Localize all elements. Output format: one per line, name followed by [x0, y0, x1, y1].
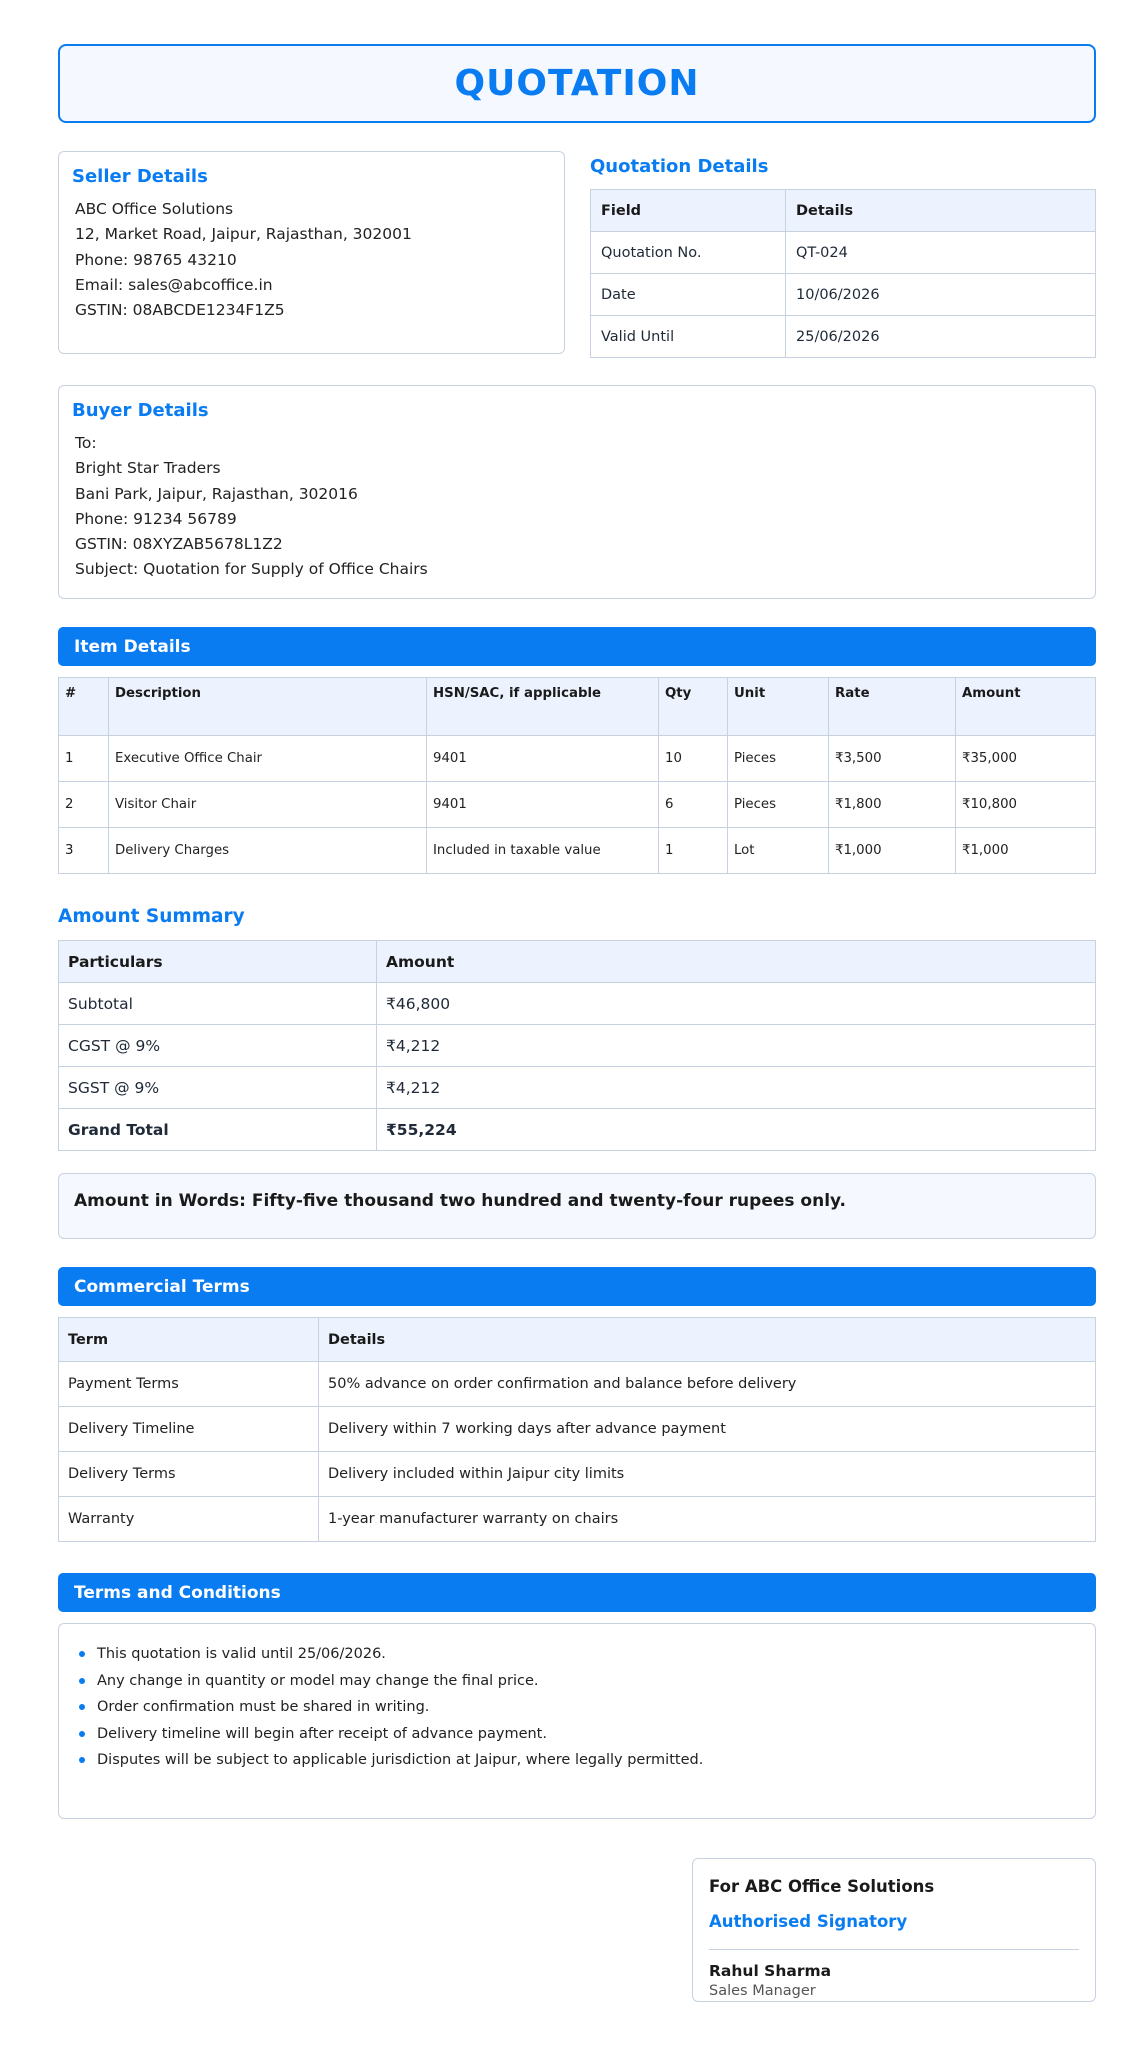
table-cell: Delivery Charges — [109, 828, 427, 874]
table-cell: Delivery within 7 working days after advance payment — [319, 1407, 1096, 1452]
table-cell: ₹10,800 — [956, 782, 1096, 828]
grand-total-row — [59, 1109, 1096, 1151]
quotation-details-table — [590, 189, 1096, 358]
signatory-role: Sales Manager — [709, 1983, 816, 1999]
table-header-row — [591, 190, 1096, 232]
table-cell: SGST @ 9% — [59, 1067, 377, 1109]
list-item: Order confirmation must be shared in writing. — [77, 1694, 703, 1721]
amount-in-words: Amount in Words: Fifty-five thousand two hundred and twenty-four rupees only. — [58, 1173, 1096, 1239]
buyer-details-card — [58, 385, 1096, 599]
buyer-line: Bani Park, Jaipur, Rajasthan, 302016 — [75, 484, 358, 503]
table-header-cell: Details — [786, 190, 1096, 232]
table-header-cell: Rate — [829, 678, 956, 736]
table-cell: Lot — [728, 828, 829, 874]
table-cell: ₹1,000 — [829, 828, 956, 874]
buyer-line: To: — [75, 434, 97, 452]
document-title: QUOTATION — [454, 63, 700, 104]
table-cell: 3 — [59, 828, 109, 874]
table-cell: Pieces — [728, 736, 829, 782]
list-item: Disputes will be subject to applicable jurisdiction at Jaipur, where legally permitted. — [77, 1747, 703, 1774]
table-cell: Pieces — [728, 782, 829, 828]
table-row — [59, 1452, 1096, 1497]
buyer-line: Subject: Quotation for Supply of Office Chairs — [75, 560, 428, 579]
table-header-row — [59, 678, 1096, 736]
table-cell: ₹3,500 — [829, 736, 956, 782]
table-cell: ₹4,212 — [377, 1025, 1096, 1067]
buyer-line: Bright Star Traders — [75, 459, 221, 478]
seller-lines — [75, 197, 412, 323]
table-header-cell: Term — [59, 1318, 319, 1362]
table-cell: 1 — [59, 736, 109, 782]
list-item: Any change in quantity or model may change the final price. — [77, 1668, 703, 1695]
table-cell: Grand Total — [59, 1109, 377, 1151]
table-cell: ₹1,000 — [956, 828, 1096, 874]
table-cell: 9401 — [427, 782, 659, 828]
table-cell: Executive Office Chair — [109, 736, 427, 782]
table-cell: ₹35,000 — [956, 736, 1096, 782]
list-item: This quotation is valid until 25/06/2026. — [77, 1641, 703, 1668]
amount-summary-table — [58, 940, 1096, 1151]
seller-line: Phone: 98765 43210 — [75, 250, 237, 269]
buyer-line: Phone: 91234 56789 — [75, 509, 237, 528]
table-cell: 1 — [659, 828, 728, 874]
table-row — [59, 782, 1096, 828]
table-row — [59, 1025, 1096, 1067]
commercial-terms-bar: Commercial Terms — [58, 1267, 1096, 1306]
table-cell: Warranty — [59, 1497, 319, 1542]
table-row — [59, 1362, 1096, 1407]
table-header-cell: Amount — [956, 678, 1096, 736]
seller-line: 12, Market Road, Jaipur, Rajasthan, 302001 — [75, 225, 412, 244]
table-header-cell: Details — [319, 1318, 1096, 1362]
table-cell: Delivery Timeline — [59, 1407, 319, 1452]
item-details-bar: Item Details — [58, 627, 1096, 666]
terms-conditions-box — [58, 1623, 1096, 1819]
table-row — [59, 983, 1096, 1025]
buyer-lines — [75, 431, 428, 583]
seller-line: GSTIN: 08ABCDE1234F1Z5 — [75, 301, 285, 320]
table-header-row — [59, 1318, 1096, 1362]
table-cell: 10 — [659, 736, 728, 782]
table-cell: ₹55,224 — [377, 1109, 1096, 1151]
terms-list — [77, 1641, 703, 1774]
table-row — [591, 274, 1096, 316]
table-cell: 1-year manufacturer warranty on chairs — [319, 1497, 1096, 1542]
table-cell: ₹4,212 — [377, 1067, 1096, 1109]
table-header-cell: Unit — [728, 678, 829, 736]
table-row — [59, 1497, 1096, 1542]
table-row — [59, 736, 1096, 782]
table-cell: Included in taxable value — [427, 828, 659, 874]
title-box — [58, 44, 1096, 123]
table-cell: Visitor Chair — [109, 782, 427, 828]
table-row — [59, 1067, 1096, 1109]
buyer-line: GSTIN: 08XYZAB5678L1Z2 — [75, 535, 283, 554]
table-cell: 25/06/2026 — [786, 316, 1096, 358]
table-cell: Delivery Terms — [59, 1452, 319, 1497]
table-row — [591, 316, 1096, 358]
table-header-cell: Description — [109, 678, 427, 736]
table-row — [591, 232, 1096, 274]
table-header-cell: Qty — [659, 678, 728, 736]
authorised-signatory-label: Authorised Signatory — [709, 1912, 908, 1931]
table-cell: 50% advance on order confirmation and balance before delivery — [319, 1362, 1096, 1407]
table-row — [59, 1407, 1096, 1452]
table-header-cell: # — [59, 678, 109, 736]
table-cell: 2 — [59, 782, 109, 828]
seller-heading: Seller Details — [72, 166, 208, 187]
table-cell: Payment Terms — [59, 1362, 319, 1407]
table-header-cell: Particulars — [59, 941, 377, 983]
table-cell: Quotation No. — [591, 232, 786, 274]
table-cell: Subtotal — [59, 983, 377, 1025]
table-header-row — [59, 941, 1096, 983]
signature-card — [692, 1858, 1096, 2002]
signature-divider — [709, 1949, 1079, 1950]
table-row — [59, 828, 1096, 874]
commercial-terms-table — [58, 1317, 1096, 1542]
list-item: Delivery timeline will begin after receipt of advance payment. — [77, 1721, 703, 1748]
table-cell: 10/06/2026 — [786, 274, 1096, 316]
table-cell: 6 — [659, 782, 728, 828]
amount-summary-heading: Amount Summary — [58, 906, 245, 927]
seller-line: ABC Office Solutions — [75, 200, 234, 218]
table-cell: ₹1,800 — [829, 782, 956, 828]
seller-details-card — [58, 151, 565, 354]
quotation-details-heading: Quotation Details — [590, 156, 769, 177]
buyer-heading: Buyer Details — [72, 400, 209, 421]
signatory-name: Rahul Sharma — [709, 1962, 832, 1980]
table-header-cell: Field — [591, 190, 786, 232]
table-cell: 9401 — [427, 736, 659, 782]
table-cell: Valid Until — [591, 316, 786, 358]
table-cell: Delivery included within Jaipur city limits — [319, 1452, 1096, 1497]
table-cell: Date — [591, 274, 786, 316]
seller-line: Email: sales@abcoffice.in — [75, 275, 273, 294]
table-cell: CGST @ 9% — [59, 1025, 377, 1067]
table-header-cell: HSN/SAC, if applicable — [427, 678, 659, 736]
table-header-cell: Amount — [377, 941, 1096, 983]
signature-for-line: For ABC Office Solutions — [709, 1877, 935, 1896]
item-details-table — [58, 677, 1096, 874]
table-cell: ₹46,800 — [377, 983, 1096, 1025]
terms-conditions-bar: Terms and Conditions — [58, 1573, 1096, 1612]
table-cell: QT-024 — [786, 232, 1096, 274]
